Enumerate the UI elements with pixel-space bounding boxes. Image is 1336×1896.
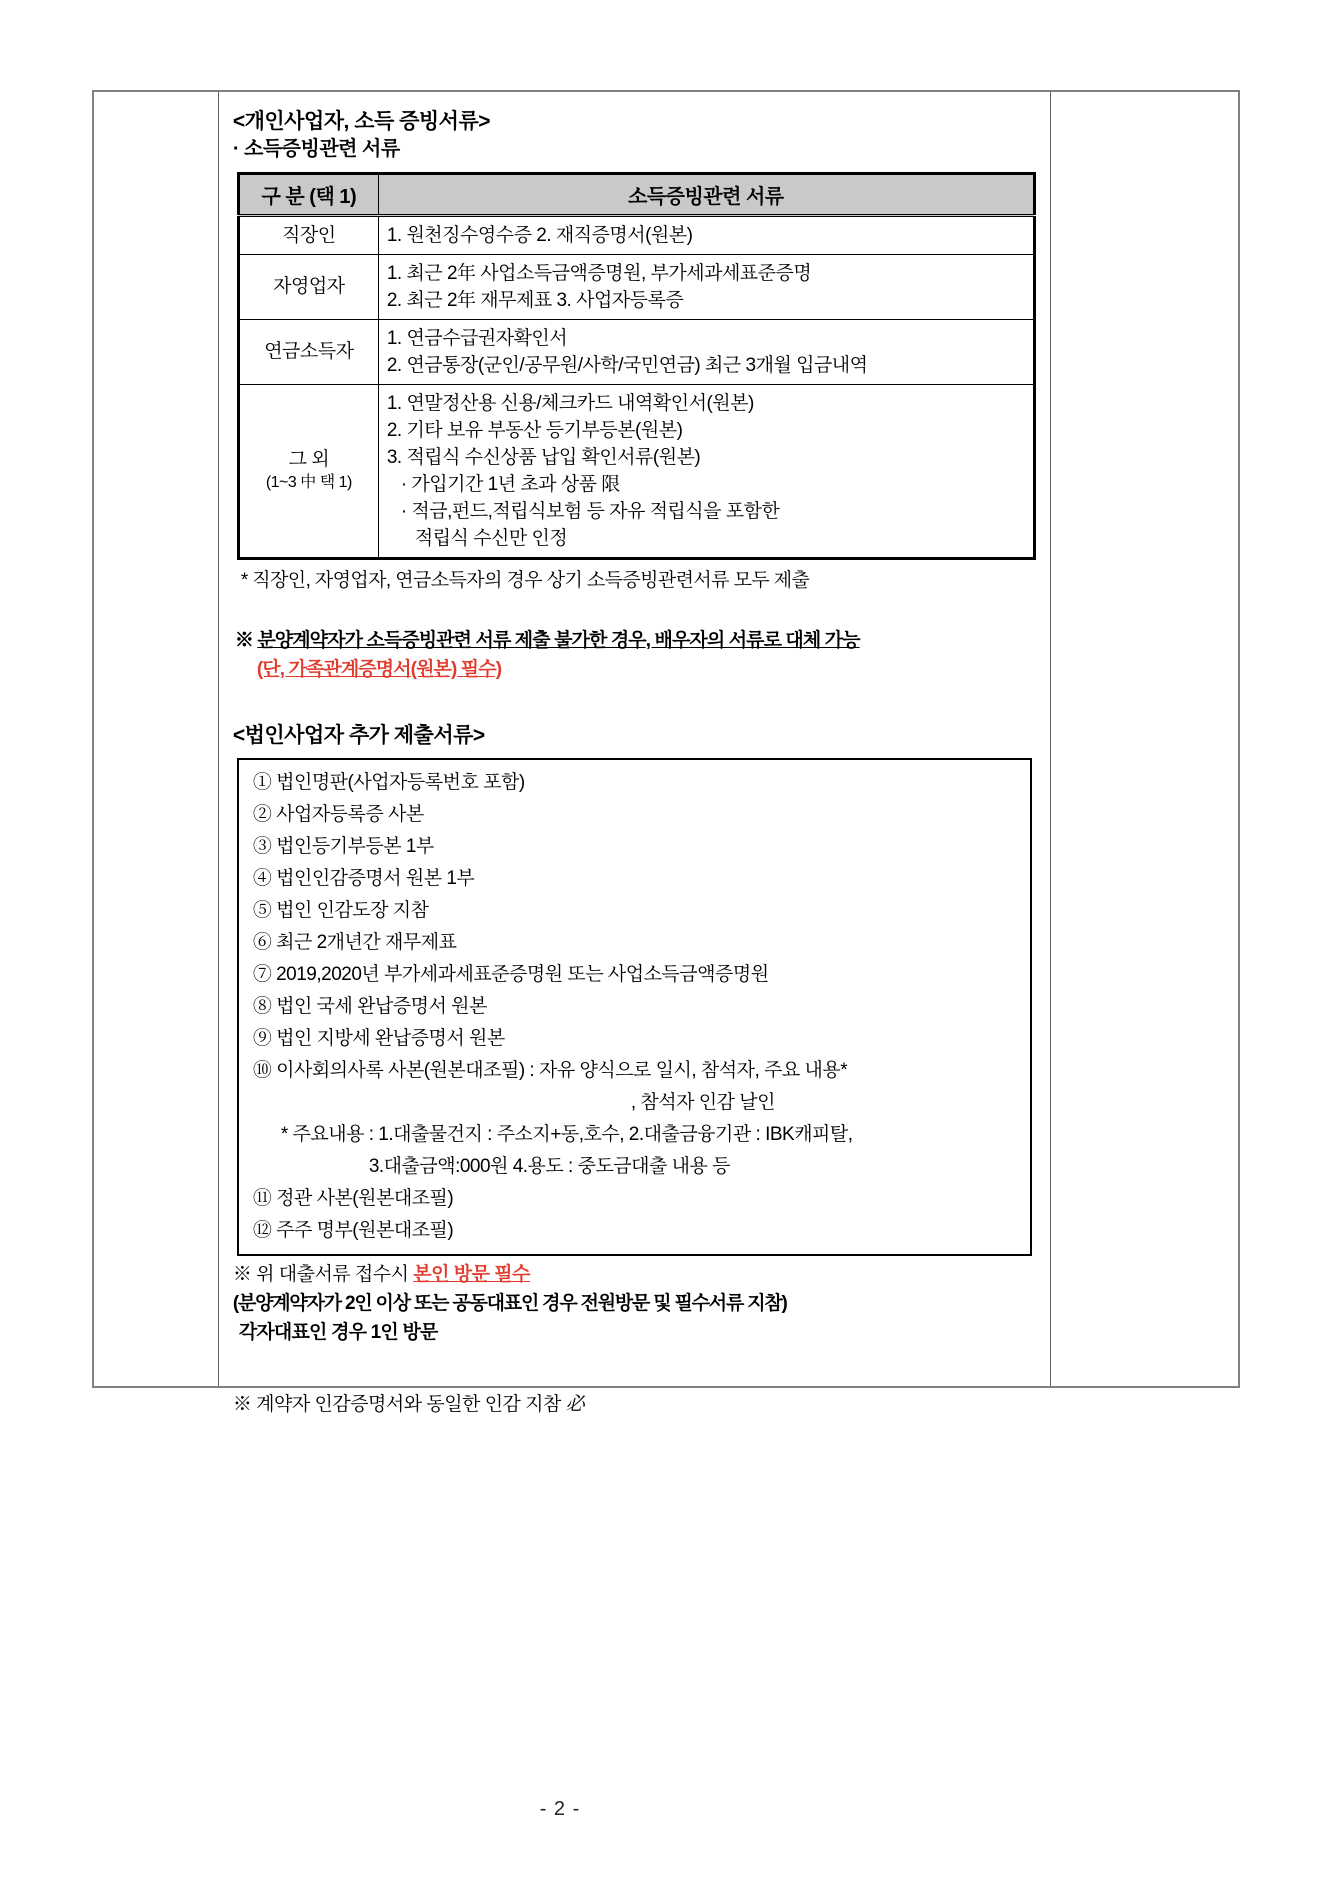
category-cell bbox=[238, 255, 378, 320]
column-header-docs: 소득증빙관련 서류 bbox=[378, 174, 1034, 216]
corporate-doc-item: ① 법인명판(사업자등록번호 포함) bbox=[252, 772, 525, 793]
category-label: 연금소득자 bbox=[264, 341, 354, 362]
table-row bbox=[238, 216, 1034, 255]
docs-cell bbox=[378, 255, 1034, 320]
table-row bbox=[238, 255, 1034, 320]
income-docs-subtitle: · 소득증빙관련 서류 bbox=[232, 138, 400, 160]
corporate-docs-box bbox=[237, 758, 1032, 1256]
corporate-docs-list bbox=[253, 767, 1022, 1247]
page-number: - 2 - bbox=[539, 1798, 581, 1820]
doc-line: · 적금,펀드,적립식보험 등 자유 적립식을 포함한 bbox=[400, 501, 780, 522]
seal-note-text: ※ 계약자 인감증명서와 동일한 인감 지참 bbox=[232, 1394, 566, 1415]
table-row bbox=[238, 320, 1034, 385]
doc-line: 1. 연말정산용 신용/체크카드 내역확인서(원본) bbox=[386, 393, 754, 414]
category-label: 직장인 bbox=[282, 224, 336, 246]
table-footnote: * 직장인, 자영업자, 연금소득자의 경우 상기 소득증빙관련서류 모두 제출 bbox=[240, 570, 810, 591]
outer-left-cell bbox=[94, 92, 219, 1386]
corporate-doc-item: ③ 법인등기부등본 1부 bbox=[252, 836, 434, 857]
category-cell bbox=[238, 320, 378, 385]
family-cert-required-note: (단, 가족관계증명서(원본) 필수) bbox=[256, 659, 502, 680]
docs-cell bbox=[378, 320, 1034, 385]
category-label: 그 외 bbox=[288, 449, 330, 470]
outer-right-cell bbox=[1050, 92, 1238, 1386]
corporate-section-title: <법인사업자 추가 제출서류> bbox=[232, 724, 485, 747]
corporate-doc-item: ⑩ 이사회의사록 사본(원본대조필) : 자유 양식으로 일시, 참석자, 주요 내용* bbox=[252, 1060, 848, 1081]
note-mark: ※ bbox=[234, 630, 258, 651]
corporate-doc-item: ⑨ 법인 지방세 완납증명서 원본 bbox=[252, 1028, 505, 1049]
corporate-doc-item: ⑪ 정관 사본(원본대조필) bbox=[252, 1188, 454, 1209]
spouse-substitute-note bbox=[235, 626, 1036, 655]
seal-note-hanja: 必 bbox=[565, 1394, 585, 1415]
seal-note bbox=[233, 1389, 1036, 1416]
outer-main-cell bbox=[219, 92, 1050, 1415]
corporate-doc-item: 3.대출금액:000원 4.용도 : 중도금대출 내용 등 bbox=[368, 1156, 730, 1177]
corporate-doc-item: ⑫ 주주 명부(원본대조필) bbox=[252, 1220, 454, 1241]
corporate-doc-item: , 참석자 인감 날인 bbox=[630, 1092, 775, 1113]
income-docs-table bbox=[237, 172, 1036, 560]
doc-line: 1. 최근 2年 사업소득금액증명원, 부가세과세표준증명 bbox=[386, 263, 812, 284]
table-header-row bbox=[238, 174, 1034, 216]
docs-cell bbox=[378, 385, 1034, 559]
doc-line: 2. 연금통장(군인/공무원/사학/국민연금) 최근 3개월 입금내역 bbox=[386, 355, 868, 376]
doc-line: 적립식 수신만 인정 bbox=[414, 528, 568, 549]
spouse-substitute-note-block bbox=[235, 626, 1036, 684]
note-main-text: 분양계약자가 소득증빙관련 서류 제출 불가한 경우, 배우자의 서류로 대체 가능 bbox=[257, 630, 860, 651]
doc-line: 1. 연금수급권자확인서 bbox=[386, 328, 568, 349]
visit-note-line3: 각자대표인 경우 1인 방문 bbox=[238, 1322, 438, 1343]
category-cell bbox=[238, 385, 378, 559]
corporate-doc-item: ⑦ 2019,2020년 부가세과세표준증명원 또는 사업소득금액증명원 bbox=[252, 964, 769, 985]
doc-line: 2. 기타 보유 부동산 등기부등본(원본) bbox=[386, 420, 683, 441]
visit-required-note bbox=[233, 1260, 1036, 1289]
doc-line: 2. 최근 2年 재무제표 3. 사업자등록증 bbox=[386, 290, 684, 311]
visit-note-prefix: ※ 위 대출서류 접수시 bbox=[232, 1264, 414, 1285]
doc-line: 1. 원천징수영수증 2. 재직증명서(원본) bbox=[386, 225, 693, 246]
column-header-category: 구 분 (택 1) bbox=[238, 174, 378, 216]
corporate-doc-item: ② 사업자등록증 사본 bbox=[252, 804, 424, 825]
docs-cell bbox=[378, 216, 1034, 255]
corporate-doc-item: ⑥ 최근 2개년간 재무제표 bbox=[252, 932, 457, 953]
category-cell bbox=[238, 216, 378, 255]
individual-section-title: <개인사업자, 소득 증빙서류> bbox=[232, 110, 491, 133]
corporate-doc-item: * 주요내용 : 1.대출물건지 : 주소지+동,호수, 2.대출금융기관 : IBK캐피탈, bbox=[280, 1124, 853, 1145]
corporate-doc-item: ⑤ 법인 인감도장 지참 bbox=[252, 900, 429, 921]
doc-line: · 가입기간 1년 초과 상품 限 bbox=[400, 474, 620, 495]
outer-table-frame bbox=[92, 90, 1240, 1415]
category-sublabel: (1~3 中 택 1) bbox=[265, 474, 352, 491]
visit-note-line2: (분양계약자가 2인 이상 또는 공동대표인 경우 전원방문 및 필수서류 지참) bbox=[232, 1293, 787, 1314]
category-label: 자영업자 bbox=[273, 276, 345, 297]
corporate-doc-item: ⑧ 법인 국세 완납증명서 원본 bbox=[252, 996, 487, 1017]
visit-required-text: 본인 방문 필수 bbox=[413, 1264, 530, 1285]
table-row bbox=[238, 385, 1034, 559]
corporate-doc-item: ④ 법인인감증명서 원본 1부 bbox=[252, 868, 475, 889]
doc-line: 3. 적립식 수신상품 납입 확인서류(원본) bbox=[386, 447, 701, 468]
